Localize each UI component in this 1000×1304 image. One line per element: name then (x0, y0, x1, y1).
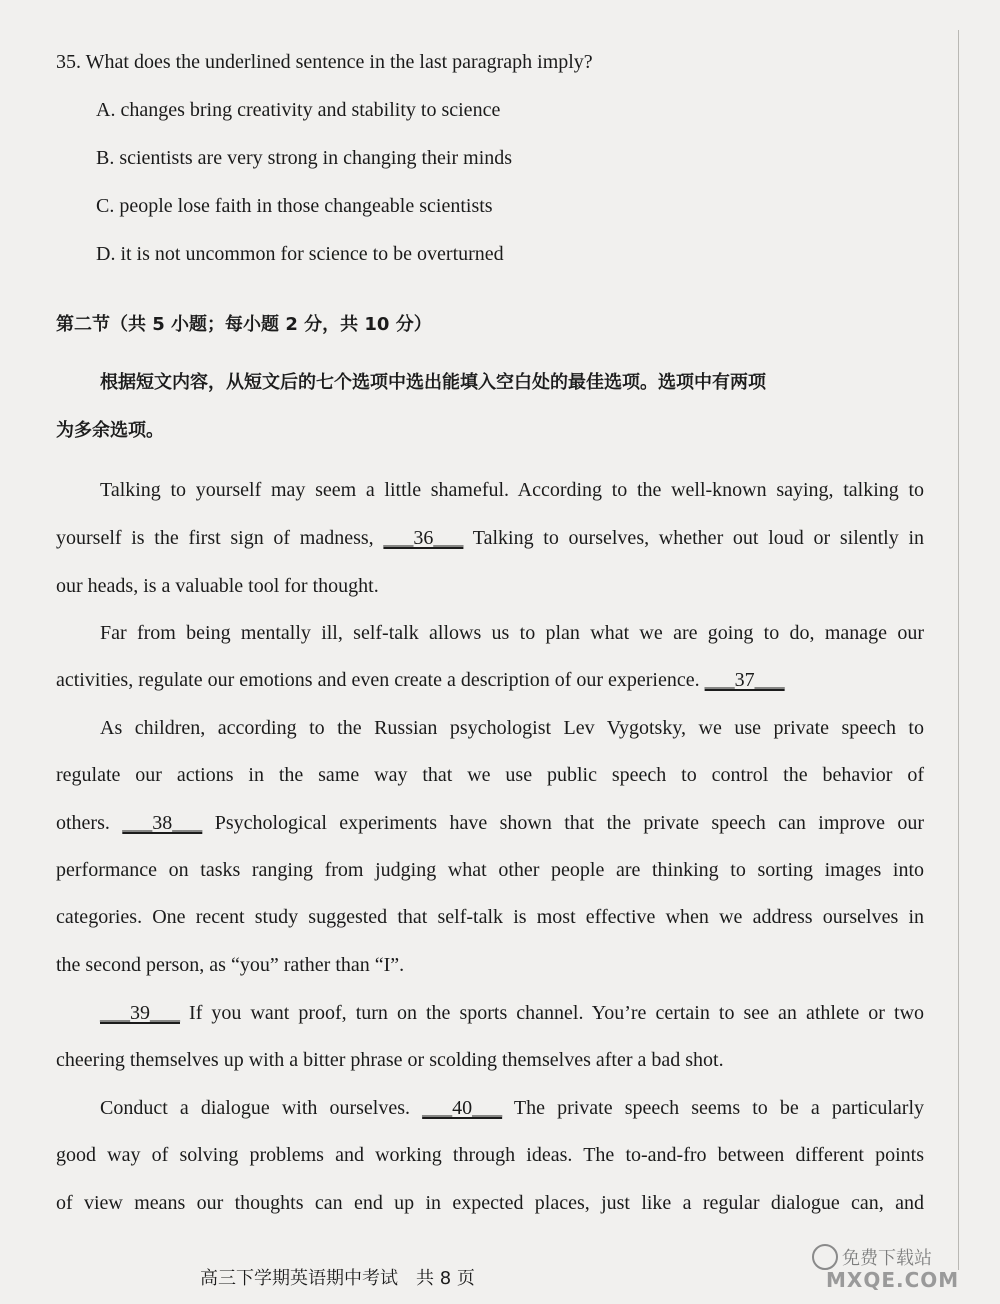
passage-p5-text-b: The private speech seems to be a particularly (513, 1097, 925, 1119)
passage-p2-text: activities, regulate our emotions and even create a description of our experience. (56, 669, 700, 691)
passage-p3-line4: performance on tasks ranging from judging what other people are thinking to sorting images into (56, 859, 924, 881)
question-35-option-b: B. scientists are very strong in changing their minds (96, 147, 513, 169)
passage-p3-line1: As children, according to the Russian psychologist Lev Vygotsky, we use private speech to (100, 717, 924, 739)
passage-p1-line1: Talking to yourself may seem a little shameful. According to the well-known saying, talking to (100, 479, 924, 501)
page-footer: 高三下学期英语期中考试 共 8 页 (200, 1268, 475, 1289)
passage-p3-text-b: Psychological experiments have shown that the private speech can improve our (214, 812, 925, 834)
question-35-stem: 35. What does the underlined sentence in the last paragraph imply? (56, 51, 593, 73)
passage-p1-line2 (56, 525, 924, 551)
passage-p3-line6: the second person, as “you” rather than “I”. (56, 954, 405, 976)
blank-36: ___36___ (383, 527, 464, 549)
passage-p4-line1 (100, 1000, 924, 1026)
passage-p2-line2 (56, 667, 924, 693)
passage-p1-line3: our heads, is a valuable tool for thought. (56, 575, 379, 597)
passage-p3-line3 (56, 810, 924, 836)
watermark-logo (812, 1236, 982, 1294)
passage-p4-text: If you want proof, turn on the sports channel. You’re certain to see an athlete or two (189, 1002, 925, 1024)
question-35-option-d: D. it is not uncommon for science to be overturned (96, 243, 504, 265)
passage-p1-text-b: Talking to ourselves, whether out loud or silently in (472, 527, 925, 549)
passage-p5-text-a: Conduct a dialogue with ourselves. (100, 1097, 411, 1119)
section-2-heading: 第二节（共 5 小题；每小题 2 分，共 10 分） (56, 314, 432, 335)
watermark-text-line2: MXQE.COM (826, 1268, 960, 1292)
question-35-option-c: C. people lose faith in those changeable scientists (96, 195, 493, 217)
blank-40: ___40___ (422, 1097, 503, 1119)
blank-38: ___38___ (122, 812, 203, 834)
watermark-text-line1: 免费下载站 (842, 1248, 932, 1269)
passage-p5-line3: of view means our thoughts can end up in expected places, just like a regular dialogue can, and (56, 1192, 924, 1214)
watermark-circle-icon (812, 1244, 838, 1270)
section-2-instruction-line1: 根据短文内容，从短文后的七个选项中选出能填入空白处的最佳选项。选项中有两项 (100, 372, 766, 393)
question-35-option-a: A. changes bring creativity and stability to science (96, 99, 501, 121)
passage-p3-line2: regulate our actions in the same way that we use public speech to control the behavior of (56, 764, 924, 786)
passage-p4-line2: cheering themselves up with a bitter phrase or scolding themselves after a bad shot. (56, 1049, 724, 1071)
blank-39: ___39___ (100, 1002, 180, 1024)
passage-p2-line1: Far from being mentally ill, self-talk allows us to plan what we are going to do, manage our (100, 622, 924, 644)
passage-p3-line5: categories. One recent study suggested that self-talk is most effective when we address ourselves in (56, 906, 924, 928)
passage-p1-text-a: yourself is the first sign of madness, (56, 527, 374, 549)
passage-p5-line1 (100, 1095, 924, 1121)
passage-p5-line2: good way of solving problems and working through ideas. The to-and-fro between different points (56, 1144, 924, 1166)
passage-p3-text-a: others. (56, 812, 110, 834)
section-2-instruction-line2: 为多余选项。 (56, 420, 164, 441)
blank-37: ___37___ (704, 669, 785, 691)
